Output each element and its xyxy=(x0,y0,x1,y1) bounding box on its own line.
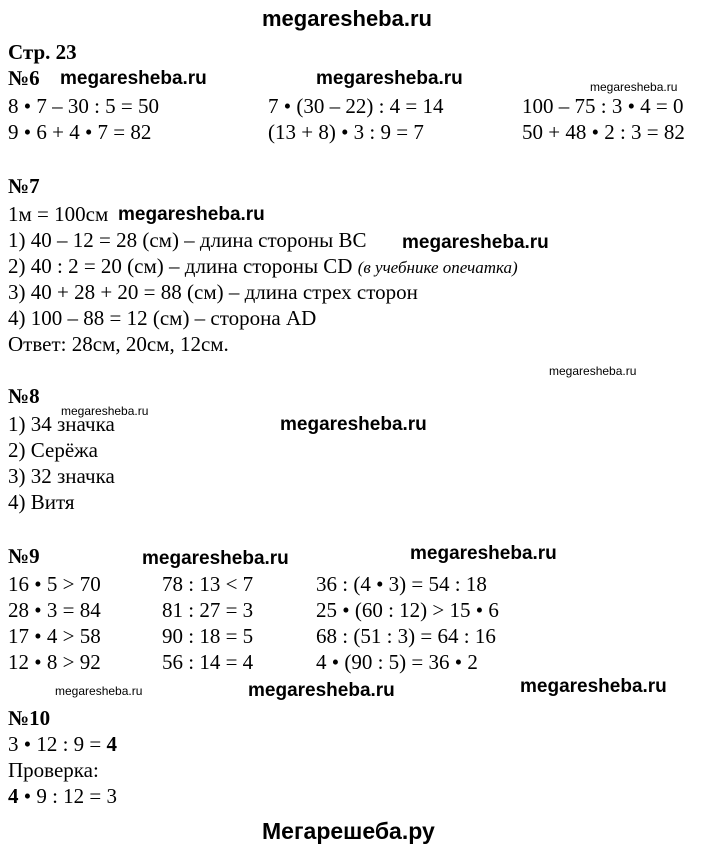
watermark: megaresheba.ru xyxy=(118,204,265,225)
watermark: megaresheba.ru xyxy=(142,548,289,569)
task9-title: №9 xyxy=(8,544,40,568)
task6-eq: 50 + 48 • 2 : 3 = 82 xyxy=(522,120,685,144)
task7-line: 2) 40 : 2 = 20 (см) – длина стороны CD (в учебнике опечатка) xyxy=(8,254,518,278)
task8-line: 2) Серёжа xyxy=(8,438,98,462)
task6-title: №6 xyxy=(8,66,40,90)
task10-title: №10 xyxy=(8,706,51,730)
task6-eq: 8 • 7 – 30 : 5 = 50 xyxy=(8,94,160,118)
watermark: megaresheba.ru xyxy=(410,543,557,564)
watermark: megaresheba.ru xyxy=(316,68,463,89)
task7-answer: Ответ: 28см, 20см, 12см. xyxy=(8,332,229,356)
watermark: megaresheba.ru xyxy=(590,80,678,94)
task8-line: 1) 34 значка xyxy=(8,412,115,436)
task9-eq: 81 : 27 = 3 xyxy=(162,598,254,622)
page-label: Стр. 23 xyxy=(8,40,77,64)
task9-eq: 68 : (51 : 3) = 64 : 16 xyxy=(316,624,496,648)
task7-title: №7 xyxy=(8,174,40,198)
task9-eq: 16 • 5 > 70 xyxy=(8,572,101,596)
task7-line: 1) 40 – 12 = 28 (см) – длина стороны ВС xyxy=(8,228,367,252)
task8-line: 3) 32 значка xyxy=(8,464,115,488)
task9-eq: 78 : 13 < 7 xyxy=(162,572,254,596)
task9-eq: 17 • 4 > 58 xyxy=(8,624,101,648)
task6-eq: 7 • (30 – 22) : 4 = 14 xyxy=(268,94,444,118)
task8-line: 4) Витя xyxy=(8,490,75,514)
task9-eq: 4 • (90 : 5) = 36 • 2 xyxy=(316,650,478,674)
task6-eq: 100 – 75 : 3 • 4 = 0 xyxy=(522,94,684,118)
task9-eq: 12 • 8 > 92 xyxy=(8,650,101,674)
watermark: megaresheba.ru xyxy=(60,68,207,89)
task10-check-label: Проверка: xyxy=(8,758,99,782)
task7-note: (в учебнике опечатка) xyxy=(357,258,518,277)
header-watermark: megaresheba.ru xyxy=(262,6,432,31)
watermark: megaresheba.ru xyxy=(549,364,637,378)
task9-eq: 90 : 18 = 5 xyxy=(162,624,254,648)
watermark: megaresheba.ru xyxy=(402,232,549,253)
watermark: megaresheba.ru xyxy=(280,414,427,435)
task7-line: 4) 100 – 88 = 12 (см) – сторона AD xyxy=(8,306,317,330)
watermark: megaresheba.ru xyxy=(61,404,149,418)
task10-answer: 4 xyxy=(106,732,118,756)
task9-eq: 28 • 3 = 84 xyxy=(8,598,101,622)
watermark: megaresheba.ru xyxy=(520,676,667,697)
task9-eq: 36 : (4 • 3) = 54 : 18 xyxy=(316,572,487,596)
task6-eq: (13 + 8) • 3 : 9 = 7 xyxy=(268,120,424,144)
task10-eq: 3 • 12 : 9 = 4 xyxy=(8,732,118,756)
task10-check-eq: 4 • 9 : 12 = 3 xyxy=(8,784,118,808)
watermark: megaresheba.ru xyxy=(55,684,143,698)
task9-eq: 56 : 14 = 4 xyxy=(162,650,254,674)
task7-line: 1м = 100см xyxy=(8,202,109,226)
task8-title: №8 xyxy=(8,384,40,408)
watermark: megaresheba.ru xyxy=(248,680,395,701)
footer-watermark: Мегарешеба.ру xyxy=(262,818,435,844)
task9-eq: 25 • (60 : 12) > 15 • 6 xyxy=(316,598,499,622)
task6-eq: 9 • 6 + 4 • 7 = 82 xyxy=(8,120,152,144)
task7-line: 3) 40 + 28 + 20 = 88 (см) – длина стрех сторон xyxy=(8,280,418,304)
